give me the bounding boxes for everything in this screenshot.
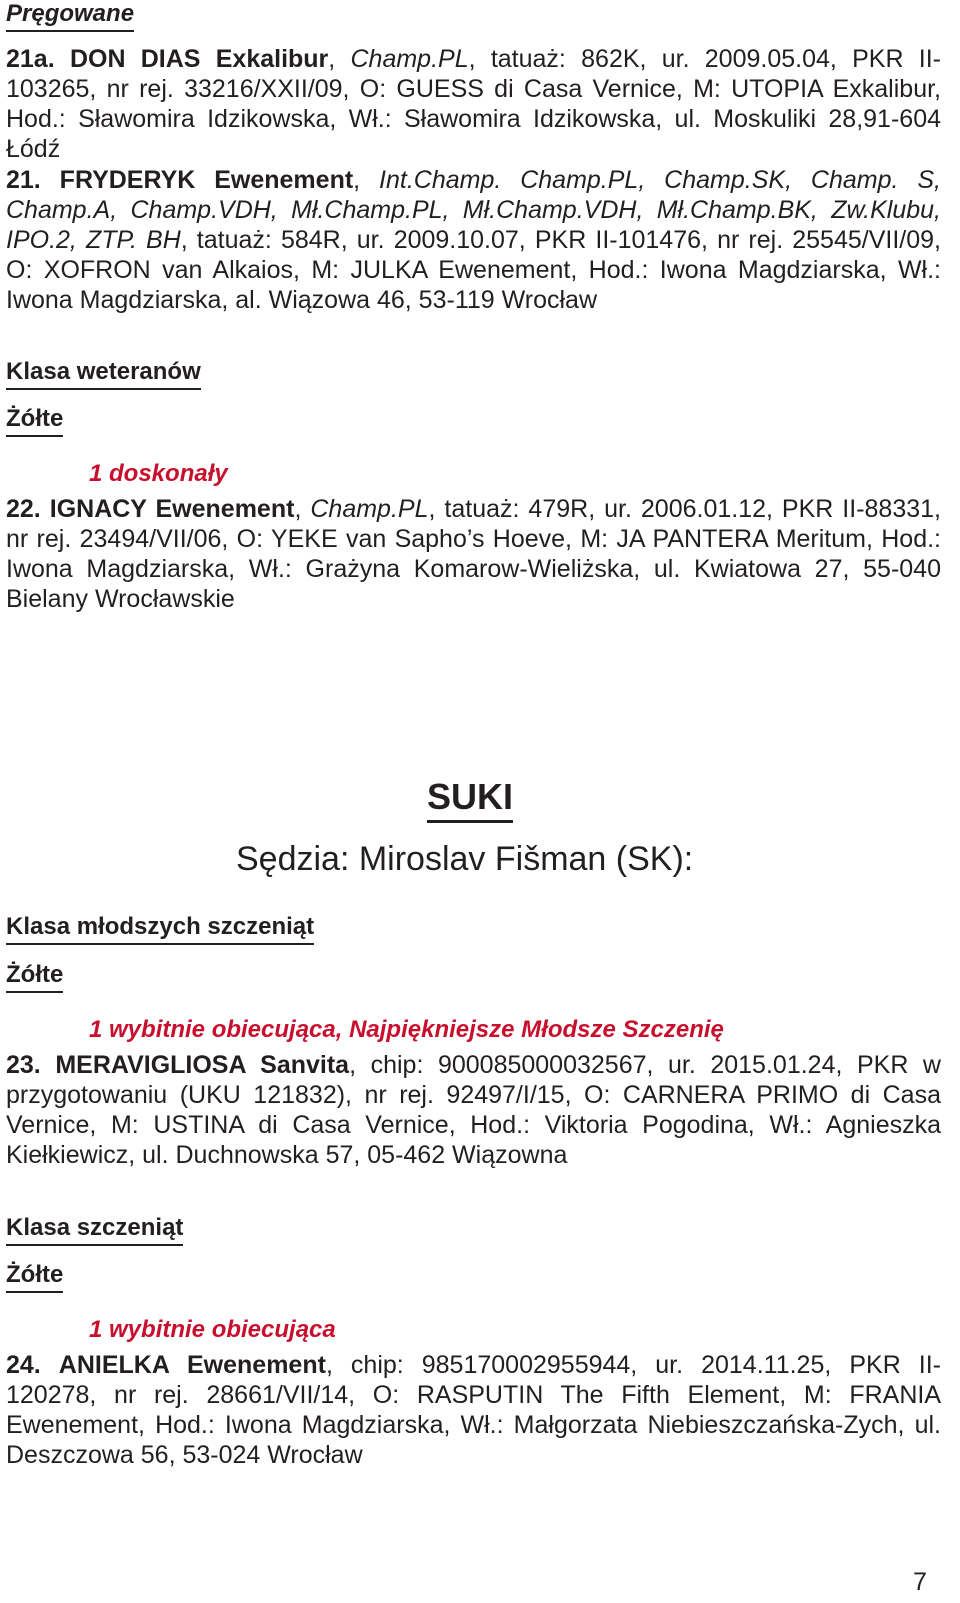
award-22: 1 doskonały	[89, 460, 228, 487]
dog-name: MERAVIGLIOSA Sanvita	[55, 1051, 350, 1079]
dog-name: FRYDERYK Ewenement	[59, 166, 354, 194]
class-heading-younger-puppies	[6, 913, 314, 945]
color-heading-puppies	[6, 1261, 63, 1293]
color-heading-text: Żółte	[6, 1261, 63, 1293]
separator: ,	[328, 45, 351, 73]
dog-titles: Champ.PL	[350, 45, 469, 73]
entry-number: 21.	[6, 166, 41, 194]
entry-details: , chip: 900085000032567, ur. 2015.01.24, PKR w przygotowaniu (UKU 121832), nr rej. 92497/I/15, O: CARNERA PRIMO di Casa Vernice, M: USTINA di Casa Vernice, Hod.: Viktoria Pogodina, Wł.: Agnieszka Kiełkiewicz, ul. Duchnowska 57, 05-462 Wiązowna	[6, 1051, 941, 1169]
suki-title	[427, 776, 513, 823]
class-heading-puppies	[6, 1214, 183, 1246]
class-heading-text: Klasa młodszych szczeniąt	[6, 913, 314, 945]
entry-21	[6, 165, 941, 315]
entry-details: , tatuaż: 479R, ur. 2006.01.12, PKR II-88331, nr rej. 23494/VII/06, O: YEKE van Sapho’s Hoeve, M: JA PANTERA Meritum, Hod.: Iwona Magdziarska, Wł.: Grażyna Komarow-Wieliżska, ul. Kwiatowa 27, 55-040 Bielany Wrocławskie	[6, 495, 941, 613]
dog-name: IGNACY Ewenement	[49, 495, 295, 523]
suki-title-text: SUKI	[427, 776, 513, 823]
entry-24	[6, 1350, 941, 1470]
entry-22	[6, 494, 941, 614]
entry-23	[6, 1050, 941, 1170]
entry-number: 24.	[6, 1351, 41, 1379]
separator: ,	[353, 166, 380, 194]
section-heading-text: Pręgowane	[6, 0, 134, 32]
class-heading-text: Klasa szczeniąt	[6, 1214, 183, 1246]
color-heading-text: Żółte	[6, 961, 63, 993]
judge-line: Sędzia: Miroslav Fišman (SK):	[236, 840, 694, 878]
page-number: 7	[913, 1568, 927, 1596]
class-heading-text: Klasa weteranów	[6, 358, 201, 390]
separator: ,	[294, 495, 311, 523]
entry-details: , chip: 985170002955944, ur. 2014.11.25, PKR II-120278, nr rej. 28661/VII/14, O: RASPUTIN The Fifth Element, M: FRANIA Ewenement, Hod.: Iwona Magdziarska, Wł.: Małgorzata Niebieszczańska-Zych, ul. Deszczowa 56, 53-024 Wrocław	[6, 1351, 941, 1469]
class-heading-veterans	[6, 358, 201, 390]
entry-number: 21a.	[6, 45, 55, 73]
entry-number: 23.	[6, 1051, 41, 1079]
award-23: 1 wybitnie obiecująca, Najpiękniejsze Młodsze Szczenię	[89, 1016, 724, 1043]
entry-number: 22.	[6, 495, 41, 523]
dog-name: ANIELKA Ewenement	[58, 1351, 326, 1379]
color-heading-text: Żółte	[6, 405, 63, 437]
section-heading-pregowane	[6, 0, 134, 32]
dog-titles: Int.Champ. Champ.PL, Champ.SK, Champ. S, Champ.A, Champ.VDH, Mł.Champ.PL, Mł.Champ.VDH, Mł.Champ.BK, Zw.Klubu, IPO.2, ZTP. BH	[6, 166, 941, 254]
entry-details: , tatuaż: 584R, ur. 2009.10.07, PKR II-101476, nr rej. 25545/VII/09, O: XOFRON van Alkaios, M: JULKA Ewenement, Hod.: Iwona Magdziarska, Wł.: Iwona Magdziarska, al. Wiązowa 46, 53-119 Wrocław	[6, 226, 941, 314]
dog-titles: Champ.PL	[310, 495, 429, 523]
entry-details: , tatuaż: 862K, ur. 2009.05.04, PKR II-103265, nr rej. 33216/XXII/09, O: GUESS di Casa Vernice, M: UTOPIA Exkalibur, Hod.: Sławomira Idzikowska, Wł.: Sławomira Idzikowska, ul. Moskuliki 28,91-604 Łódź	[6, 45, 941, 163]
entry-21a	[6, 44, 941, 164]
color-heading-veterans	[6, 405, 63, 437]
dog-name: DON DIAS Exkalibur	[69, 45, 329, 73]
color-heading-younger-puppies	[6, 961, 63, 993]
award-24: 1 wybitnie obiecująca	[89, 1316, 336, 1343]
